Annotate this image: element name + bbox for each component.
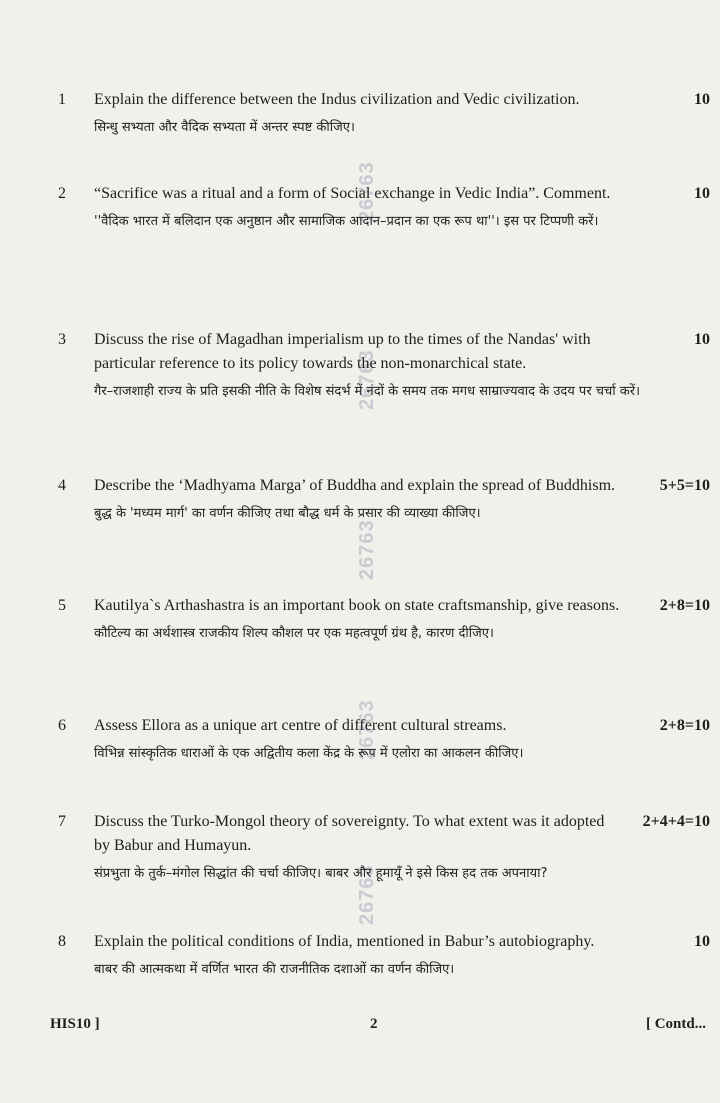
question-hindi: ''वैदिक भारत में बलिदान एक अनुष्ठान और सामाजिक आदान–प्रदान का एक रूप था''। इस पर टिप्पणी करें। (94, 214, 599, 229)
question-text-block (94, 474, 634, 526)
watermark-stamp: 26763 (356, 864, 378, 925)
question-english: “Sacrifice was a ritual and a form of Social exchange in Vedic India”. Comment. (94, 185, 611, 202)
question-number: 3 (58, 331, 66, 348)
question-number: 7 (58, 813, 66, 830)
watermark-stamp: 26763 (356, 519, 378, 580)
question-number: 6 (58, 717, 66, 734)
watermark-stamp: 26763 (356, 161, 378, 222)
question-number: 2 (58, 185, 66, 202)
continued-label: [ Contd... (645, 1016, 706, 1032)
question-marks: 10 (694, 933, 710, 950)
question-hindi: कौटिल्य का अर्थशास्त्र राजकीय शिल्प कौशल पर एक महत्वपूर्ण ग्रंथ है, कारण दीजिए। (94, 626, 494, 641)
question-marks: 2+8=10 (659, 597, 710, 614)
question-english: Explain the political conditions of India, mentioned in Babur’s autobiography. (94, 933, 595, 950)
question-marks: 5+5=10 (659, 477, 710, 494)
watermark-stamp: 26763 (356, 699, 378, 760)
question-hindi: विभिन्न सांस्कृतिक धाराओं के एक अद्वितीय कला केंद्र के रूप में एलोरा का आकलन कीजिए। (94, 746, 524, 761)
question-marks: 10 (694, 331, 710, 348)
question-hindi: बाबर की आत्मकथा में वर्णित भारत की राजनीतिक दशाओं का वर्णन कीजिए। (94, 962, 455, 977)
question-hindi: सिन्धु सभ्यता और वैदिक सभ्यता में अन्तर स्पष्ट कीजिए। (94, 120, 355, 135)
question-marks: 2+4+4=10 (642, 813, 710, 830)
question-english: Assess Ellora as a unique art centre of different cultural streams. (94, 717, 507, 734)
question-number: 5 (58, 597, 66, 614)
question-text-block (94, 182, 639, 234)
question-text-block (94, 328, 649, 404)
question-english: Explain the difference between the Indus civilization and Vedic civilization. (94, 91, 580, 108)
question-text-block (94, 810, 614, 886)
page-number: 2 (370, 1016, 378, 1032)
question-hindi: संप्रभुता के तुर्क–मंगोल सिद्धांत की चर्चा कीजिए। बाबर और हूमायूँ ने इसे किस हद तक अपनाया? (94, 866, 548, 881)
question-marks: 2+8=10 (659, 717, 710, 734)
question-text-block (94, 88, 674, 140)
watermark-stamp: 26763 (356, 349, 378, 410)
paper-code: HIS10 ] (50, 1016, 100, 1032)
question-hindi: बुद्ध के 'मध्यम मार्ग' का वर्णन कीजिए तथा बौद्ध धर्म के प्रसार की व्याख्या कीजिए। (94, 506, 481, 521)
question-number: 8 (58, 933, 66, 950)
question-text-block (94, 930, 684, 982)
question-number: 4 (58, 477, 66, 494)
question-text-block (94, 714, 644, 766)
question-number: 1 (58, 91, 66, 108)
question-english: Kautilya`s Arthashastra is an important book on state craftsmanship, give reasons. (94, 597, 620, 614)
question-marks: 10 (694, 91, 710, 108)
question-marks: 10 (694, 185, 710, 202)
question-english: Discuss the Turko-Mongol theory of sovereignty. To what extent was it adopted by Babur and Humayun. (94, 813, 605, 854)
question-hindi: गैर–राजशाही राज्य के प्रति इसकी नीति के विशेष संदर्भ में नंदों के समय तक मगध साम्राज्यवाद के उदय पर चर्चा करें। (94, 384, 641, 399)
question-text-block (94, 594, 624, 646)
question-english: Discuss the rise of Magadhan imperialism up to the times of the Nandas' with particular reference to its policy towards the non-monarchical state. (94, 331, 591, 372)
question-english: Describe the ‘Madhyama Marga’ of Buddha and explain the spread of Buddhism. (94, 477, 616, 494)
